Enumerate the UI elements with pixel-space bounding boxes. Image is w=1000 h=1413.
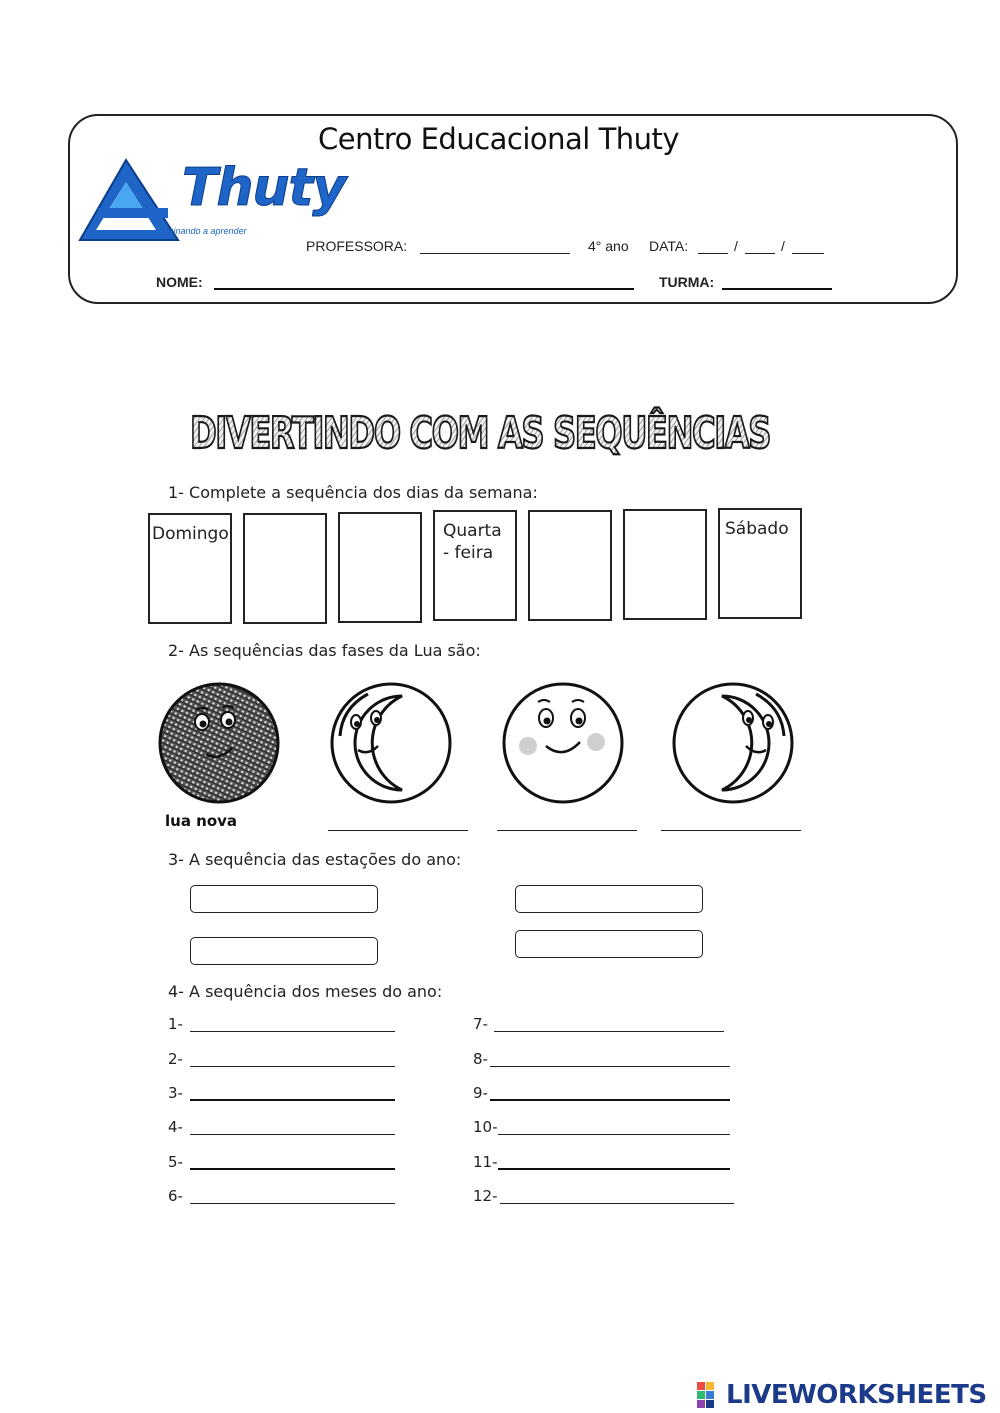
day-box[interactable] bbox=[718, 508, 802, 619]
date-separator: / bbox=[734, 238, 738, 254]
month-answer-line[interactable] bbox=[190, 1134, 395, 1135]
question-1-prompt: 1- Complete a sequência dos dias da semana: bbox=[168, 483, 538, 502]
teacher-label: PROFESSORA: bbox=[306, 238, 408, 254]
class-label: TURMA: bbox=[659, 274, 715, 290]
month-answer-line[interactable] bbox=[490, 1066, 730, 1067]
class-field[interactable] bbox=[722, 288, 832, 290]
moon-phase-answer-line[interactable] bbox=[497, 830, 637, 831]
month-number: 8- bbox=[473, 1050, 488, 1068]
liveworksheets-logo-icon bbox=[697, 1382, 723, 1408]
season-input-box[interactable] bbox=[190, 937, 378, 965]
month-answer-line[interactable] bbox=[190, 1031, 395, 1032]
day-box[interactable] bbox=[148, 513, 232, 624]
month-number: 1- bbox=[168, 1015, 183, 1033]
title-text: DIVERTINDO COM AS SEQUÊNCIAS bbox=[190, 408, 982, 459]
month-answer-line[interactable] bbox=[190, 1203, 395, 1204]
month-number: 5- bbox=[168, 1153, 183, 1171]
month-number: 12- bbox=[473, 1187, 498, 1205]
month-number: 10- bbox=[473, 1118, 498, 1136]
grade-label: 4° ano bbox=[588, 238, 629, 254]
season-input-box[interactable] bbox=[515, 885, 703, 913]
logo-word: Thuty bbox=[182, 158, 346, 218]
date-year-field[interactable] bbox=[792, 253, 824, 254]
month-answer-line[interactable] bbox=[498, 1168, 730, 1170]
question-2-prompt: 2- As sequências das fases da Lua são: bbox=[168, 641, 481, 660]
school-name: Centro Educacional Thuty bbox=[318, 122, 680, 156]
month-number: 9- bbox=[473, 1084, 488, 1102]
day-box[interactable] bbox=[623, 509, 707, 620]
question-4-prompt: 4- A sequência dos meses do ano: bbox=[168, 982, 443, 1001]
worksheet-title bbox=[188, 392, 982, 476]
season-input-box[interactable] bbox=[515, 930, 703, 958]
month-answer-line[interactable] bbox=[490, 1099, 730, 1101]
day-box[interactable] bbox=[243, 513, 327, 624]
day-label: Domingo bbox=[152, 524, 229, 544]
name-field[interactable] bbox=[214, 288, 634, 290]
question-3-prompt: 3- A sequência das estações do ano: bbox=[168, 850, 462, 869]
month-number: 11- bbox=[473, 1153, 498, 1171]
new-moon-label: lua nova bbox=[165, 812, 238, 830]
name-label: NOME: bbox=[156, 274, 203, 290]
new-moon-icon bbox=[156, 680, 282, 806]
date-day-field[interactable] bbox=[698, 253, 728, 254]
moon-phase-answer-line[interactable] bbox=[661, 830, 801, 831]
school-logo bbox=[78, 158, 346, 248]
day-box[interactable] bbox=[338, 512, 422, 623]
moon-phase-answer-line[interactable] bbox=[328, 830, 468, 831]
month-answer-line[interactable] bbox=[498, 1134, 730, 1135]
teacher-field[interactable] bbox=[420, 253, 570, 254]
day-label: Sábado bbox=[725, 519, 789, 539]
date-separator: / bbox=[781, 238, 785, 254]
date-label: DATA: bbox=[649, 238, 689, 254]
month-number: 7- bbox=[473, 1015, 488, 1033]
full-moon-icon bbox=[500, 680, 626, 806]
crescent-moon-icon bbox=[328, 680, 454, 806]
month-answer-line[interactable] bbox=[190, 1168, 395, 1170]
day-label: Quarta - feira bbox=[443, 521, 502, 563]
liveworksheets-brand bbox=[697, 1378, 987, 1412]
month-number: 2- bbox=[168, 1050, 183, 1068]
day-box[interactable] bbox=[528, 510, 612, 621]
date-month-field[interactable] bbox=[745, 253, 775, 254]
waning-moon-icon bbox=[670, 680, 796, 806]
month-answer-line[interactable] bbox=[500, 1203, 734, 1204]
month-answer-line[interactable] bbox=[190, 1066, 395, 1067]
month-answer-line[interactable] bbox=[190, 1099, 395, 1101]
day-box[interactable] bbox=[433, 510, 517, 621]
logo-tagline: Ensinando a aprender bbox=[158, 226, 247, 236]
month-number: 3- bbox=[168, 1084, 183, 1102]
season-input-box[interactable] bbox=[190, 885, 378, 913]
brand-text: LIVEWORKSHEETS bbox=[726, 1380, 987, 1410]
month-answer-line[interactable] bbox=[494, 1031, 724, 1032]
month-number: 6- bbox=[168, 1187, 183, 1205]
month-number: 4- bbox=[168, 1118, 183, 1136]
